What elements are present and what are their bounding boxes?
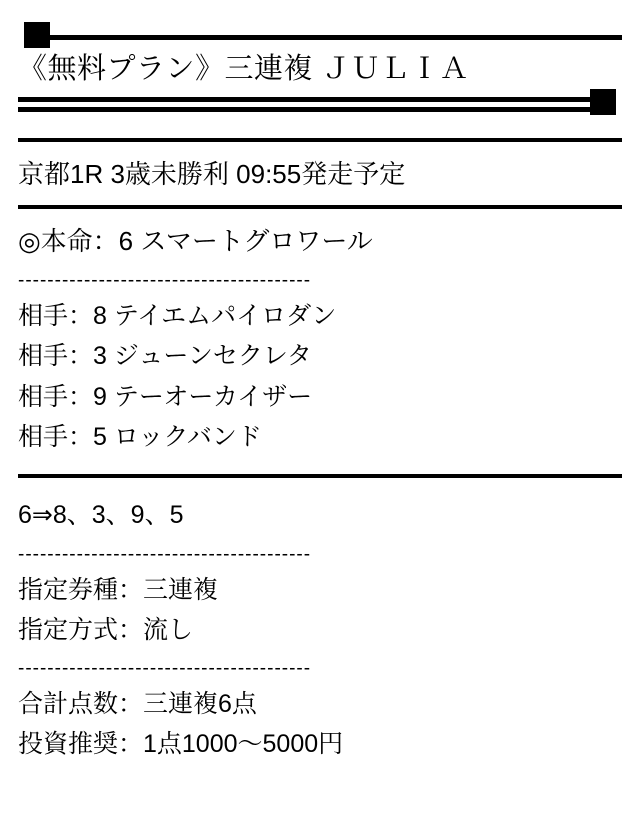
black-square-marker-right (590, 89, 616, 115)
aite-pick-2: 相手：3 ジューンセクレタ (18, 342, 312, 371)
total-points: 合計点数：三連複6点 (18, 689, 257, 718)
aite-pick-4: 相手：5 ロックバンド (18, 423, 262, 452)
combination-line: 6⇒8、3、9、5 (18, 500, 184, 529)
race-info: 京都1R 3歳未勝利 09:55発走予定 (18, 159, 406, 190)
investment-recommendation: 投資推奨：1点1000〜5000円 (18, 730, 344, 759)
aite-pick-1: 相手：8 テイエムパイロダン (18, 301, 337, 330)
document-header (18, 0, 622, 112)
header-rule-double-line2 (18, 107, 590, 112)
header-rule-double (18, 97, 590, 112)
dashed-divider-2: ---------------------------------------- (18, 543, 312, 565)
bet-method: 指定方式：流し (18, 616, 194, 645)
aite-pick-3: 相手：9 テーオーカイザー (18, 382, 313, 411)
section-rule-combination (18, 474, 622, 478)
page-title: 《無料プラン》三連複 ＪＵＬＩＡ (18, 53, 470, 85)
honmei-pick: ◎本命：6 スマートグロワール (18, 225, 373, 256)
dashed-divider-1: ---------------------------------------- (18, 269, 312, 291)
black-square-marker-left (24, 22, 50, 48)
document-body (18, 112, 622, 765)
ticket-type: 指定券種：三連複 (18, 575, 219, 604)
dashed-divider-3: ---------------------------------------- (18, 657, 312, 679)
